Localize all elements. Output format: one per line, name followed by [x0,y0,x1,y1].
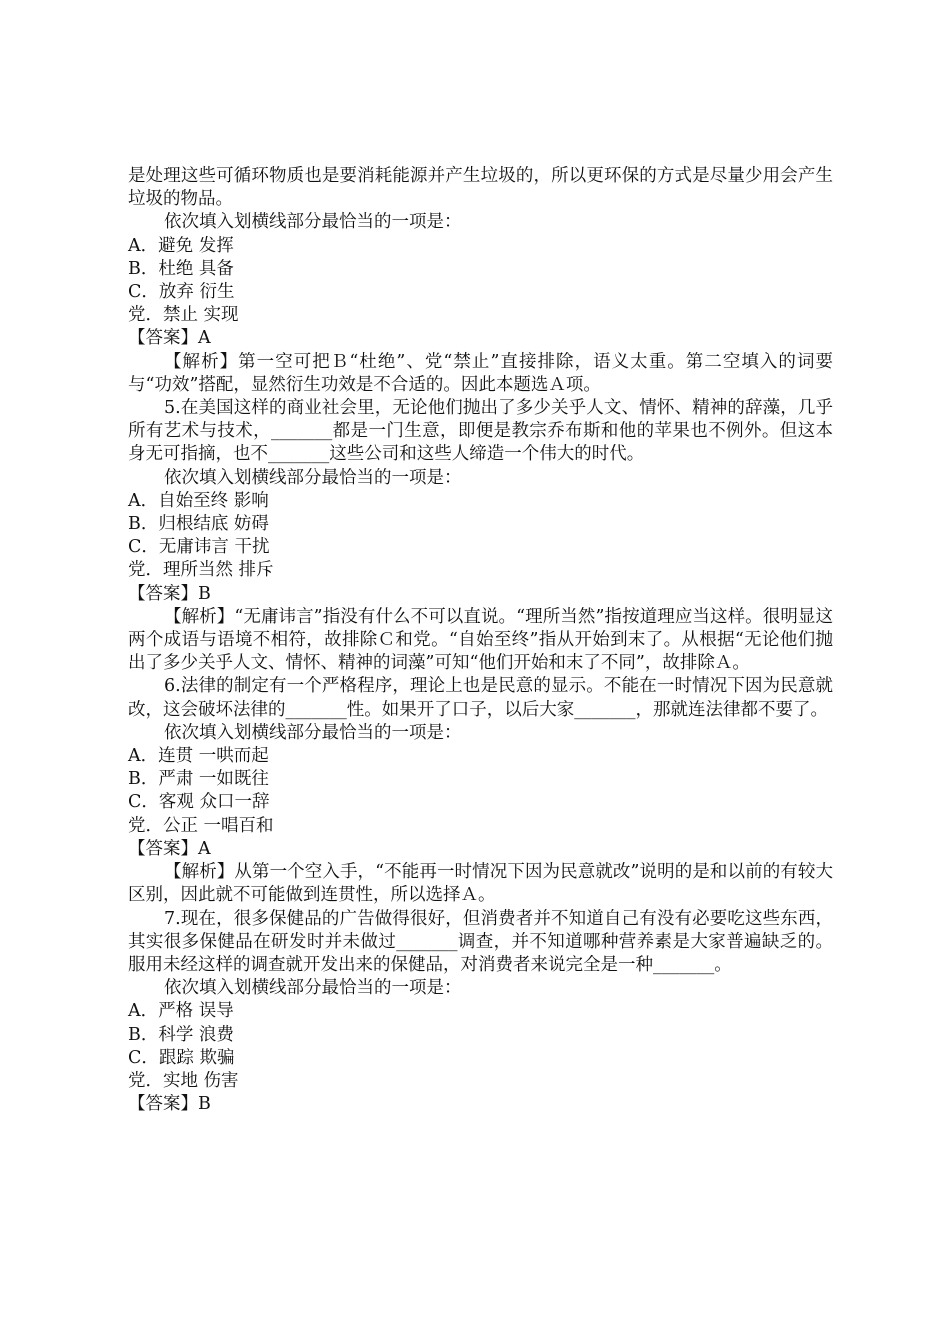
question-prompt: 依次填入划横线部分最恰当的一项是： [164,722,462,743]
question-prompt: 依次填入划横线部分最恰当的一项是： [164,978,462,999]
option-a: A．避免 发挥 [128,235,234,256]
analysis-paragraph: 【解析】第一空可把Ｂ“杜绝”、党“禁止”直接排除，语义太重。第二空填入的词要与“功效”搭配，显然衍生功效是不合适的。因此本题选Ａ项。 [128,351,833,395]
answer-line: 【答案】A [128,838,211,859]
option-d: 党．禁止 实现 [128,305,239,326]
question-prompt: 依次填入划横线部分最恰当的一项是： [164,467,462,488]
option-a: A．严格 误导 [128,1001,234,1022]
analysis-paragraph: 【解析】从第一个空入手，“不能再一时情况下因为民意就改”说明的是和以前的有较大区别，因此就不可能做到连贯性，所以选择Ａ。 [128,862,833,906]
option-c: C．无庸讳言 干扰 [128,537,270,558]
answer-line: 【答案】B [128,1094,211,1115]
option-a: A．连贯 一哄而起 [128,746,269,767]
question-5: 5.在美国这样的商业社会里，无论他们抛出了多少关乎人文、情怀、精神的辞藻，几乎所有艺术与技术，_______都是一门生意，即便是教宗乔布斯和他的苹果也不例外。但这本身无可指摘，也不_______这些公司和这些人缔造一个伟大的时代。 [128,398,833,465]
answer-line: 【答案】A [128,328,211,349]
option-d: 党．实地 伤害 [128,1070,239,1091]
option-b: B．杜绝 具备 [128,258,234,279]
document-body [128,165,833,1116]
option-b: B．归根结底 妨碍 [128,514,269,535]
option-c: C．跟踪 欺骗 [128,1047,235,1068]
question-prompt: 依次填入划横线部分最恰当的一项是： [164,212,462,233]
option-d: 党．理所当然 排斥 [128,560,274,581]
option-d: 党．公正 一唱百和 [128,815,274,836]
question-6: 6.法律的制定有一个严格程序，理论上也是民意的显示。不能在一时情况下因为民意就改，这会破坏法律的_______性。如果开了口子，以后大家_______，那就连法律都不要了。 [128,676,833,720]
analysis-paragraph: 【解析】“无庸讳言”指没有什么不可以直说。“理所当然”指按道理应当这样。很明显这两个成语与语境不相符，故排除Ｃ和党。“自始至终”指从开始到末了。从根据“无论他们抛出了多少关乎人文、情怀、精神的词藻”可知“他们开始和末了不同”，故排除Ａ。 [128,606,833,674]
option-c: C．放弃 衍生 [128,282,235,303]
option-b: B．严肃 一如既往 [128,769,269,790]
question-7: 7.现在，很多保健品的广告做得很好，但消费者并不知道自己有没有必要吃这些东西，其实很多保健品在研发时并未做过_______调查，并不知道哪种营养素是大家普遍缺乏的。服用未经这样的调查就开发出来的保健品，对消费者来说完全是一种_______。 [128,908,833,975]
continued-paragraph: 是处理这些可循环物质也是要消耗能源并产生垃圾的，所以更环保的方式是尽量少用会产生垃圾的物品。 [128,166,833,210]
option-b: B．科学 浪费 [128,1024,234,1045]
option-a: A．自始至终 影响 [128,490,269,511]
answer-line: 【答案】B [128,583,211,604]
option-c: C．客观 众口一辞 [128,792,270,813]
